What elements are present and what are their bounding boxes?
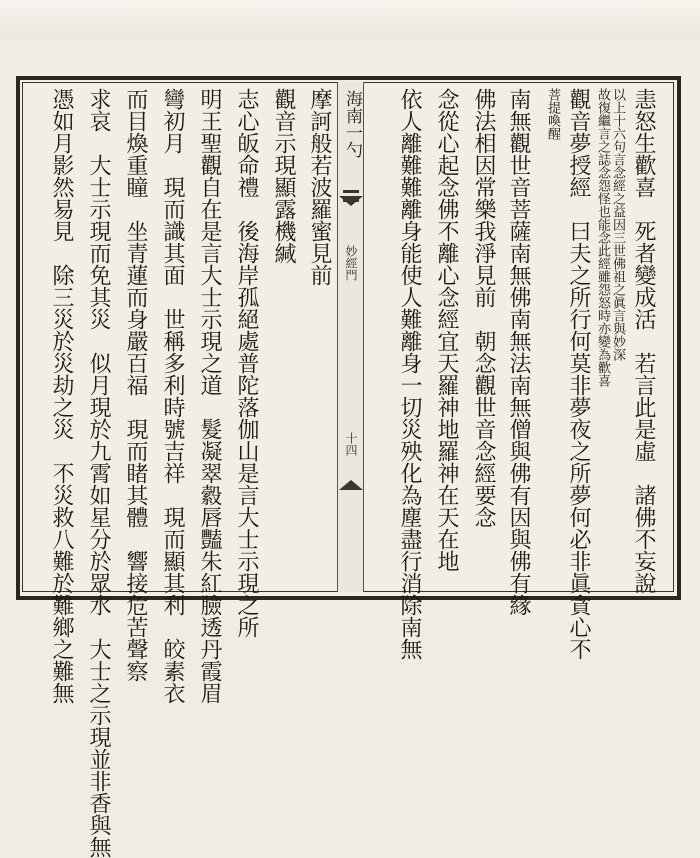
text-column-annotation: 菩提喚醒: [545, 88, 560, 140]
text-column: 念從心起念佛不離心念經宜天羅神地羅神在天在地: [434, 88, 459, 572]
text-column: 而目煥重瞳 坐青蓮而身嚴百福 現而睹其體 響接危苦聲察: [123, 88, 148, 682]
center-fold-column: [337, 82, 363, 592]
fishtail-mark-top: [339, 196, 363, 206]
text-column: 觀音夢授經 曰夫之所行何莫非夢夜之所夢何必非眞貪心不: [566, 88, 591, 660]
text-column: 求哀 大士示現而免其災 似月現於九霄如星分於眾水 大士之示現並非香與無: [86, 88, 111, 858]
column-rule: [363, 82, 364, 592]
text-column: 佛法相因常樂我淨見前 朝念觀世音念經要念: [471, 88, 496, 528]
text-column: 憑如月影然易見 除三災於災劫之災 不災救八難於難鄉之難無: [49, 88, 74, 704]
page-number: 十四: [344, 432, 358, 456]
text-column-annotation: 故復繼言之誌念怨怪也能念此經雖怨怒時亦變為歡喜: [595, 88, 610, 387]
book-title: 海南一勺: [342, 90, 362, 158]
column-rule: [337, 82, 338, 592]
text-column: 恚怒生歡喜 死者變成活 若言此是虛 諸佛不妄說: [631, 88, 656, 594]
text-column: 摩訶般若波羅蜜見前: [307, 88, 332, 286]
text-column: 依人離難難離身能使人難離身一切災殃化為塵盡行消除南無: [397, 88, 422, 660]
text-column: 南無觀世音菩薩南無佛南無法南無僧與佛有因與佛有緣: [506, 88, 531, 616]
text-column: 彎初月 現而識其面 世稱多利時號吉祥 現而顯其利 皎素衣: [160, 88, 185, 704]
section-title: 妙經門: [344, 245, 358, 281]
paper-top-margin: [0, 0, 700, 40]
text-column: 明王聖觀自在是言大士示現之道 髮凝翠縠唇豔朱紅臉透丹霞眉: [197, 88, 222, 704]
text-column-annotation: 以上十六句言念經之益因三世佛祖之眞言與妙深: [610, 88, 625, 361]
fishtail-mark-bottom: [339, 480, 363, 490]
text-column: 志心皈命禮 後海岸孤絕處普陀落伽山是言大士示現之所: [234, 88, 259, 638]
text-column: 觀音示現顯露機緘: [271, 88, 296, 264]
